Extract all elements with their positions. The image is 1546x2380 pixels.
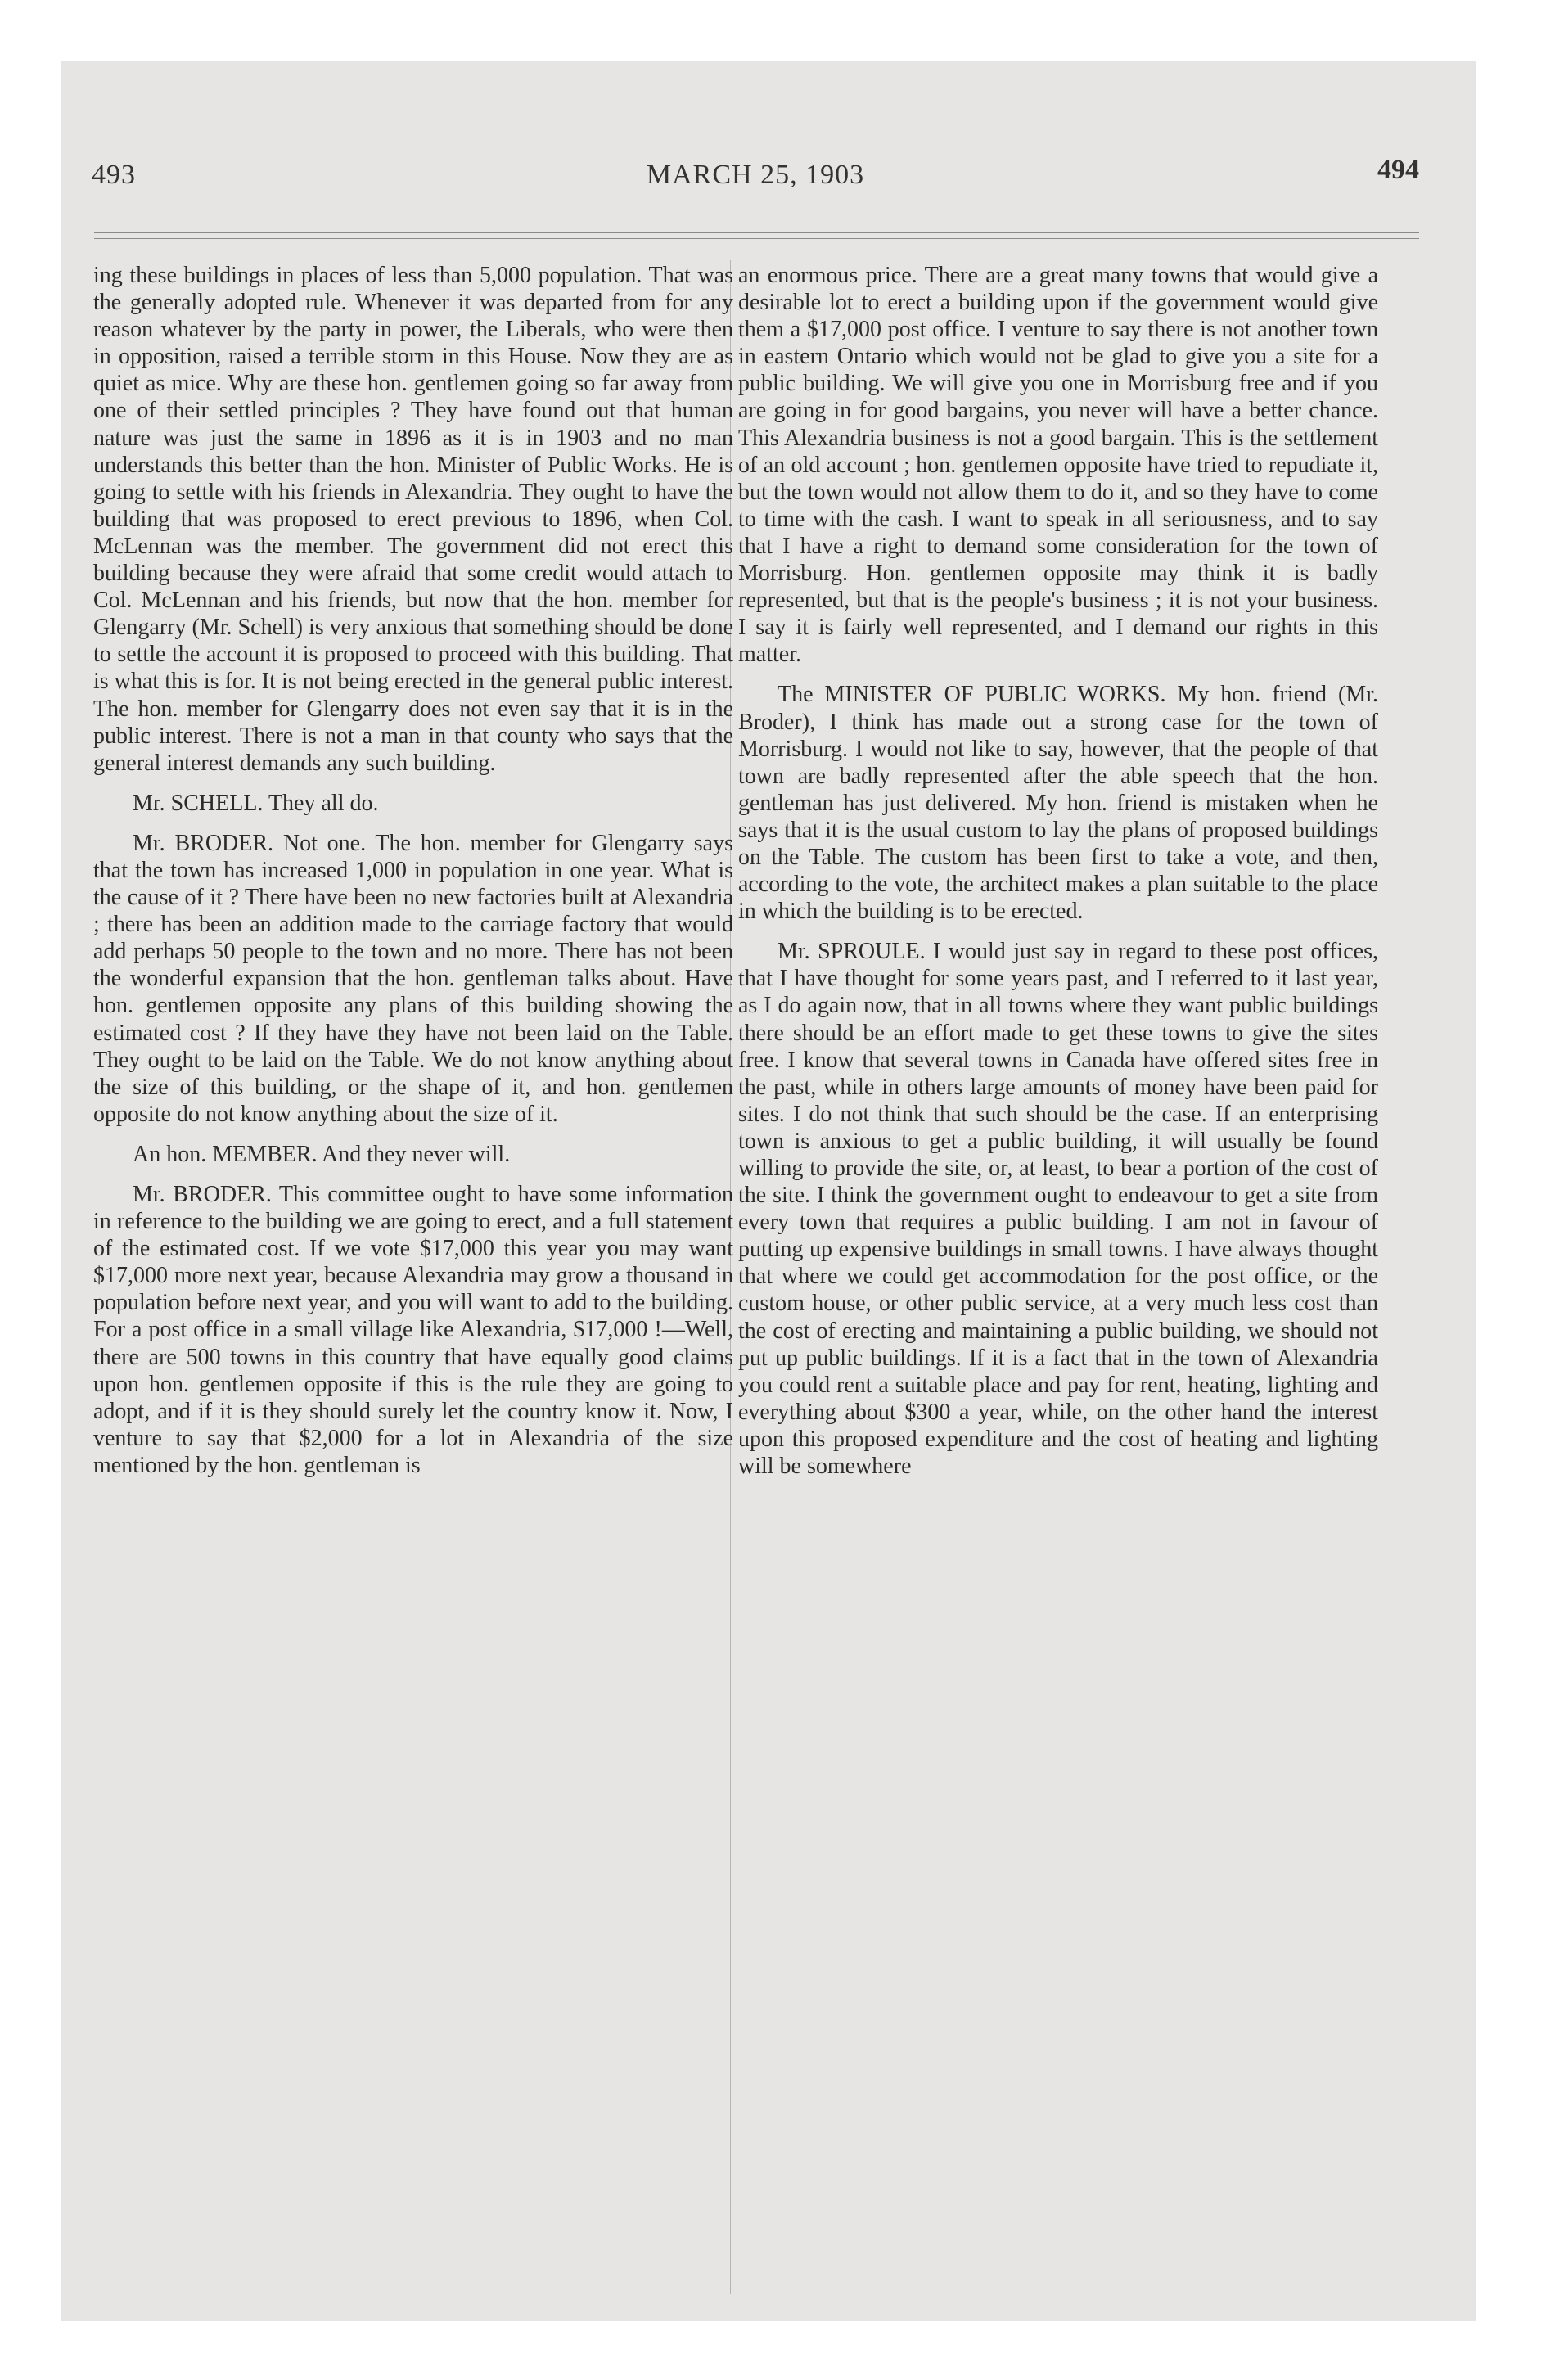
header-date: MARCH 25, 1903: [646, 160, 865, 190]
header-rule-top: [94, 232, 1419, 233]
right-column: [738, 262, 1378, 1493]
paragraph-broder-2: Mr. BRODER. This committee ought to have some information in reference to the building we are going to erect, and a full statement of the estimated cost. If we vote $17,000 this year you may want $17,000 more next year, because Alexandria may grow a thousand in population before next year, and you will want to add to the building. For a post office in a small village like Alexandria, $17,000 !—Well, there are 500 towns in this country that have equally good claims upon hon. gentlemen opposite if this is the rule they are going to adopt, and if it is they should surely let the country know it. Now, I venture to say that $2,000 for a lot in Alexandria of the size mentioned by the hon. gentleman is: [93, 1182, 733, 1478]
page-number-left: 493: [92, 160, 136, 190]
paragraph-continued: ing these buildings in places of less than 5,000 population. That was the generally adopted rule. Whenever it was departed from for any reason whatever by the party in power, the Liberals, who were then in opposition, raised a terrible storm in this House. Now they are as quiet as mice. Why are these hon. gentlemen going so far away from one of their settled principles ? They have found out that human nature was just the same in 1896 as it is in 1903 and no man understands this better than the hon. Minister of Public Works. He is going to settle with his friends in Alexandria. They ought to have the building that was proposed to erect previous to 1896, when Col. McLennan was the member. The government did not erect this building because they were afraid that some credit would attach to Col. McLennan and his friends, but now that the hon. member for Glengarry (Mr. Schell) is very anxious that something should be done to settle the account it is proposed to proceed with this building. That is what this is for. It is not being erected in the general public interest. The hon. member for Glengarry does not even say that it is in the public interest. There is not a man in that county who says that the general interest demands any such building.: [93, 263, 733, 776]
paragraph-schell: Mr. SCHELL. They all do.: [133, 790, 379, 816]
paragraph-hon-member: An hon. MEMBER. And they never will.: [133, 1141, 511, 1167]
paragraph-minister-public-works: The MINISTER OF PUBLIC WORKS. My hon. friend (Mr. Broder), I think has made out a strong case for the town of Morrisburg. I would not like to say, however, that the people of that town are badly represented after the able speech that the hon. gentleman has just delivered. My hon. friend is mistaken when he says that it is the usual custom to lay the plans of proposed buildings on the Table. The custom has been first to take a vote, and then, according to the vote, the architect makes a plan suitable to the place in which the building is to be erected.: [738, 682, 1378, 925]
page-header: [92, 155, 1419, 201]
paragraph-broder-1: Mr. BRODER. Not one. The hon. member for Glengarry says that the town has increased 1,000 in population in one year. What is the cause of it ? There have been no new factories built at Alexandria ; there has been an addition made to the carriage factory that would add perhaps 50 people to the town and no more. There has not been the wonderful expansion that the hon. gentleman talks about. Have hon. gentlemen opposite any plans of this building showing the estimated cost ? If they have they have not been laid on the Table. They ought to be laid on the Table. We do not know anything about the size of this building, or the shape of it, and hon. gentlemen opposite do not know anything about the size of it.: [93, 830, 733, 1127]
left-column: [93, 262, 733, 1492]
paragraph-sproule: Mr. SPROULE. I would just say in regard to these post offices, that I have thought for some years past, and I referred to it last year, as I do again now, that in all towns where they want public buildings there should be an effort made to get these towns to give the sites free. I know that several towns in Canada have offered sites free in the past, while in others large amounts of money have been paid for sites. I do not think that such should be the case. If an enterprising town is anxious to get a public building, it will usually be found willing to provide the site, or, at least, to bear a portion of the cost of the site. I think the government ought to endeavour to get a site from every town that requires a public building. I am not in favour of putting up expensive buildings in small towns. I have always thought that where we could get accommodation for the post office, or the custom house, or other public service, at a very much less cost than the cost of erecting and maintaining a public building, we should not put up public buildings. If it is a fact that in the town of Alexandria you could rent a suitable place and pay for rent, heating, lighting and everything about $300 a year, while, on the other hand the interest upon this proposed expenditure and the cost of heating and lighting will be somewhere: [738, 939, 1378, 1480]
paragraph-continued-right: an enormous price. There are a great many towns that would give a desirable lot to erect a building upon if the government would give them a $17,000 post office. I venture to say there is not another town in eastern Ontario which would not be glad to give you a site for a public building. We will give you one in Morrisburg free and if you are going in for good bargains, you never will have a better chance. This Alexandria business is not a good bargain. This is the settlement of an old account ; hon. gentlemen opposite have tried to repudiate it, but the town would not allow them to do it, and so they have to come to time with the cash. I want to speak in all seriousness, and to say that I have a right to demand some consideration for the town of Morrisburg. Hon. gentlemen opposite may think it is badly represented, but that is the people's business ; it is not your business. I say it is fairly well represented, and I demand our rights in this matter.: [738, 263, 1378, 668]
page-number-right: 494: [1377, 155, 1419, 185]
header-rule-bottom: [94, 238, 1419, 239]
